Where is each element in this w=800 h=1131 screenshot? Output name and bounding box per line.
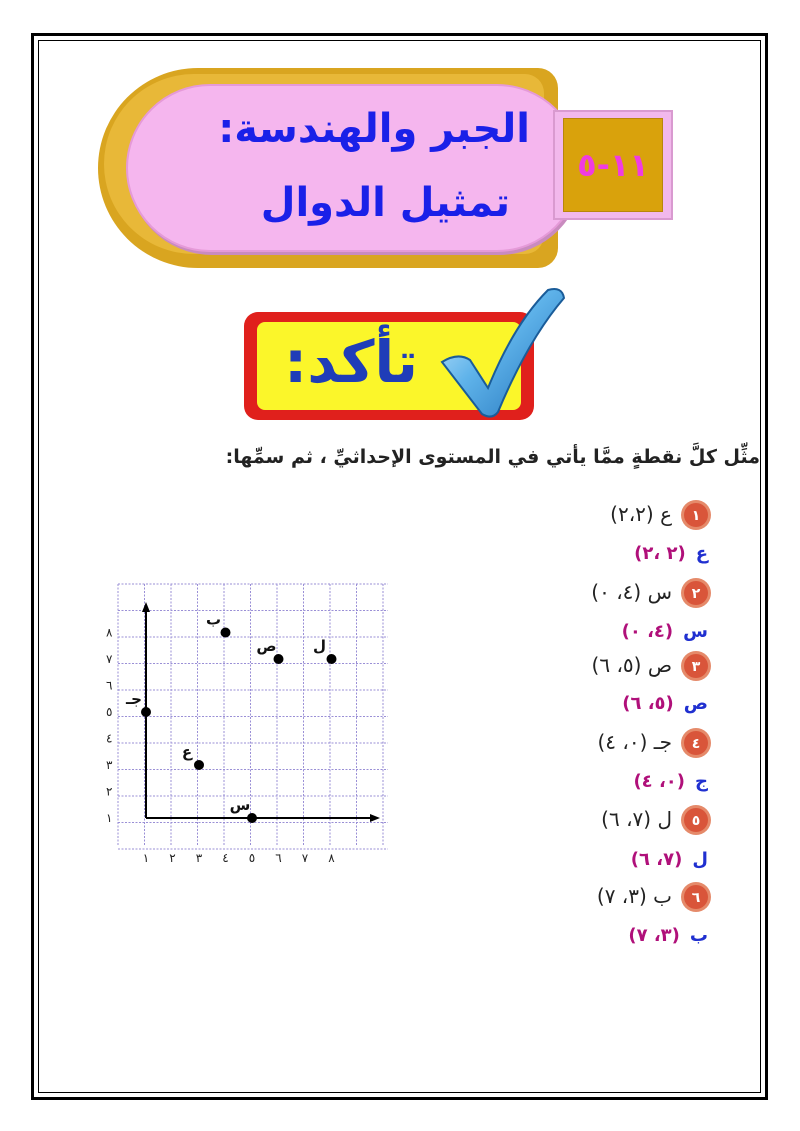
checkmark-icon	[436, 284, 566, 420]
answer-coordinates: (٠، ٤)	[633, 770, 686, 792]
y-tick-label: ١	[106, 811, 113, 825]
plotted-point	[274, 654, 284, 664]
question-number: ٣	[691, 659, 701, 675]
lesson-number-box	[563, 118, 663, 212]
question-text: ع (٢،٢)	[610, 502, 672, 526]
answer-point-name: ص	[683, 692, 708, 714]
x-tick-label: ٢	[169, 851, 176, 865]
answer-point-name: ج	[695, 770, 708, 792]
check-label: تأكد:	[284, 328, 418, 396]
x-tick-label: ٥	[248, 851, 256, 865]
answer-row	[634, 540, 708, 566]
answer-point-name: ع	[695, 542, 708, 564]
question-number-badge	[680, 727, 712, 759]
plotted-point	[221, 628, 231, 638]
point-label: ع	[181, 743, 193, 761]
answer-coordinates: (٤، ٠)	[621, 620, 674, 642]
y-tick-label: ٣	[106, 758, 113, 772]
answer-row	[633, 768, 708, 794]
answer-row	[631, 846, 708, 872]
question-number: ٤	[691, 736, 701, 752]
answer-point-name: س	[683, 620, 708, 642]
question-number: ٥	[691, 813, 701, 829]
question-text: ل (٧، ٦)	[601, 807, 672, 831]
y-tick-label: ٦	[106, 678, 113, 693]
x-tick-label: ٨	[328, 851, 335, 865]
answer-row	[628, 922, 708, 948]
question-number: ٦	[691, 890, 701, 906]
y-tick-label: ٥	[106, 705, 113, 719]
lesson-number: ١١-٥	[577, 146, 649, 184]
lesson-title-line2: تمثيل الدوال	[260, 180, 510, 226]
answer-coordinates: (٢ ،٢)	[634, 542, 686, 564]
point-label: جـ	[126, 690, 142, 708]
lesson-title-line1: الجبر والهندسة:	[218, 106, 530, 152]
plotted-point	[194, 760, 204, 770]
question-number-badge	[680, 881, 712, 913]
question-number-badge	[680, 804, 712, 836]
answer-coordinates: (٣، ٧)	[628, 924, 680, 946]
answer-row	[622, 690, 708, 716]
grid-area	[118, 584, 388, 846]
answer-point-name: ل	[692, 848, 708, 870]
y-tick-label: ٤	[106, 731, 113, 746]
question-number: ١	[691, 508, 701, 524]
x-tick-label: ٧	[301, 851, 309, 865]
question-text: ب (٣، ٧)	[596, 884, 672, 908]
plotted-point	[327, 654, 337, 664]
answer-coordinates: (٥، ٦)	[622, 692, 674, 714]
point-label: ب	[205, 610, 222, 629]
question-text: ص (٥، ٦)	[591, 653, 672, 677]
y-tick-label: ٧	[106, 652, 113, 666]
x-tick-label: ٦	[275, 851, 282, 865]
y-tick-label: ٢	[106, 784, 113, 799]
question-number: ٢	[691, 586, 701, 602]
y-tick-label: ٨	[106, 625, 113, 640]
question-number-badge	[680, 650, 712, 682]
point-label: س	[229, 796, 251, 814]
coordinate-graph	[108, 580, 398, 870]
x-tick-label: ٣	[195, 851, 203, 865]
plotted-point	[247, 813, 257, 823]
answer-coordinates: (٧، ٦)	[630, 848, 683, 870]
answer-row	[622, 618, 708, 644]
question-number-badge	[680, 499, 712, 531]
instruction-text: مثِّل كلَّ نقطةٍ ممَّا يأتي في المستوى الإحداثيِّ ، ثم سمِّها:	[225, 446, 760, 468]
point-label: ل	[312, 637, 327, 655]
x-tick-label: ١	[142, 851, 150, 865]
question-text: جـ (٠، ٤)	[597, 730, 672, 754]
plotted-point	[141, 707, 151, 717]
answer-point-name: ب	[689, 924, 708, 946]
question-number-badge	[680, 577, 712, 609]
point-label: ص	[256, 637, 277, 655]
question-text: س (٤، ٠)	[591, 580, 672, 604]
x-tick-label: ٤	[222, 851, 229, 865]
